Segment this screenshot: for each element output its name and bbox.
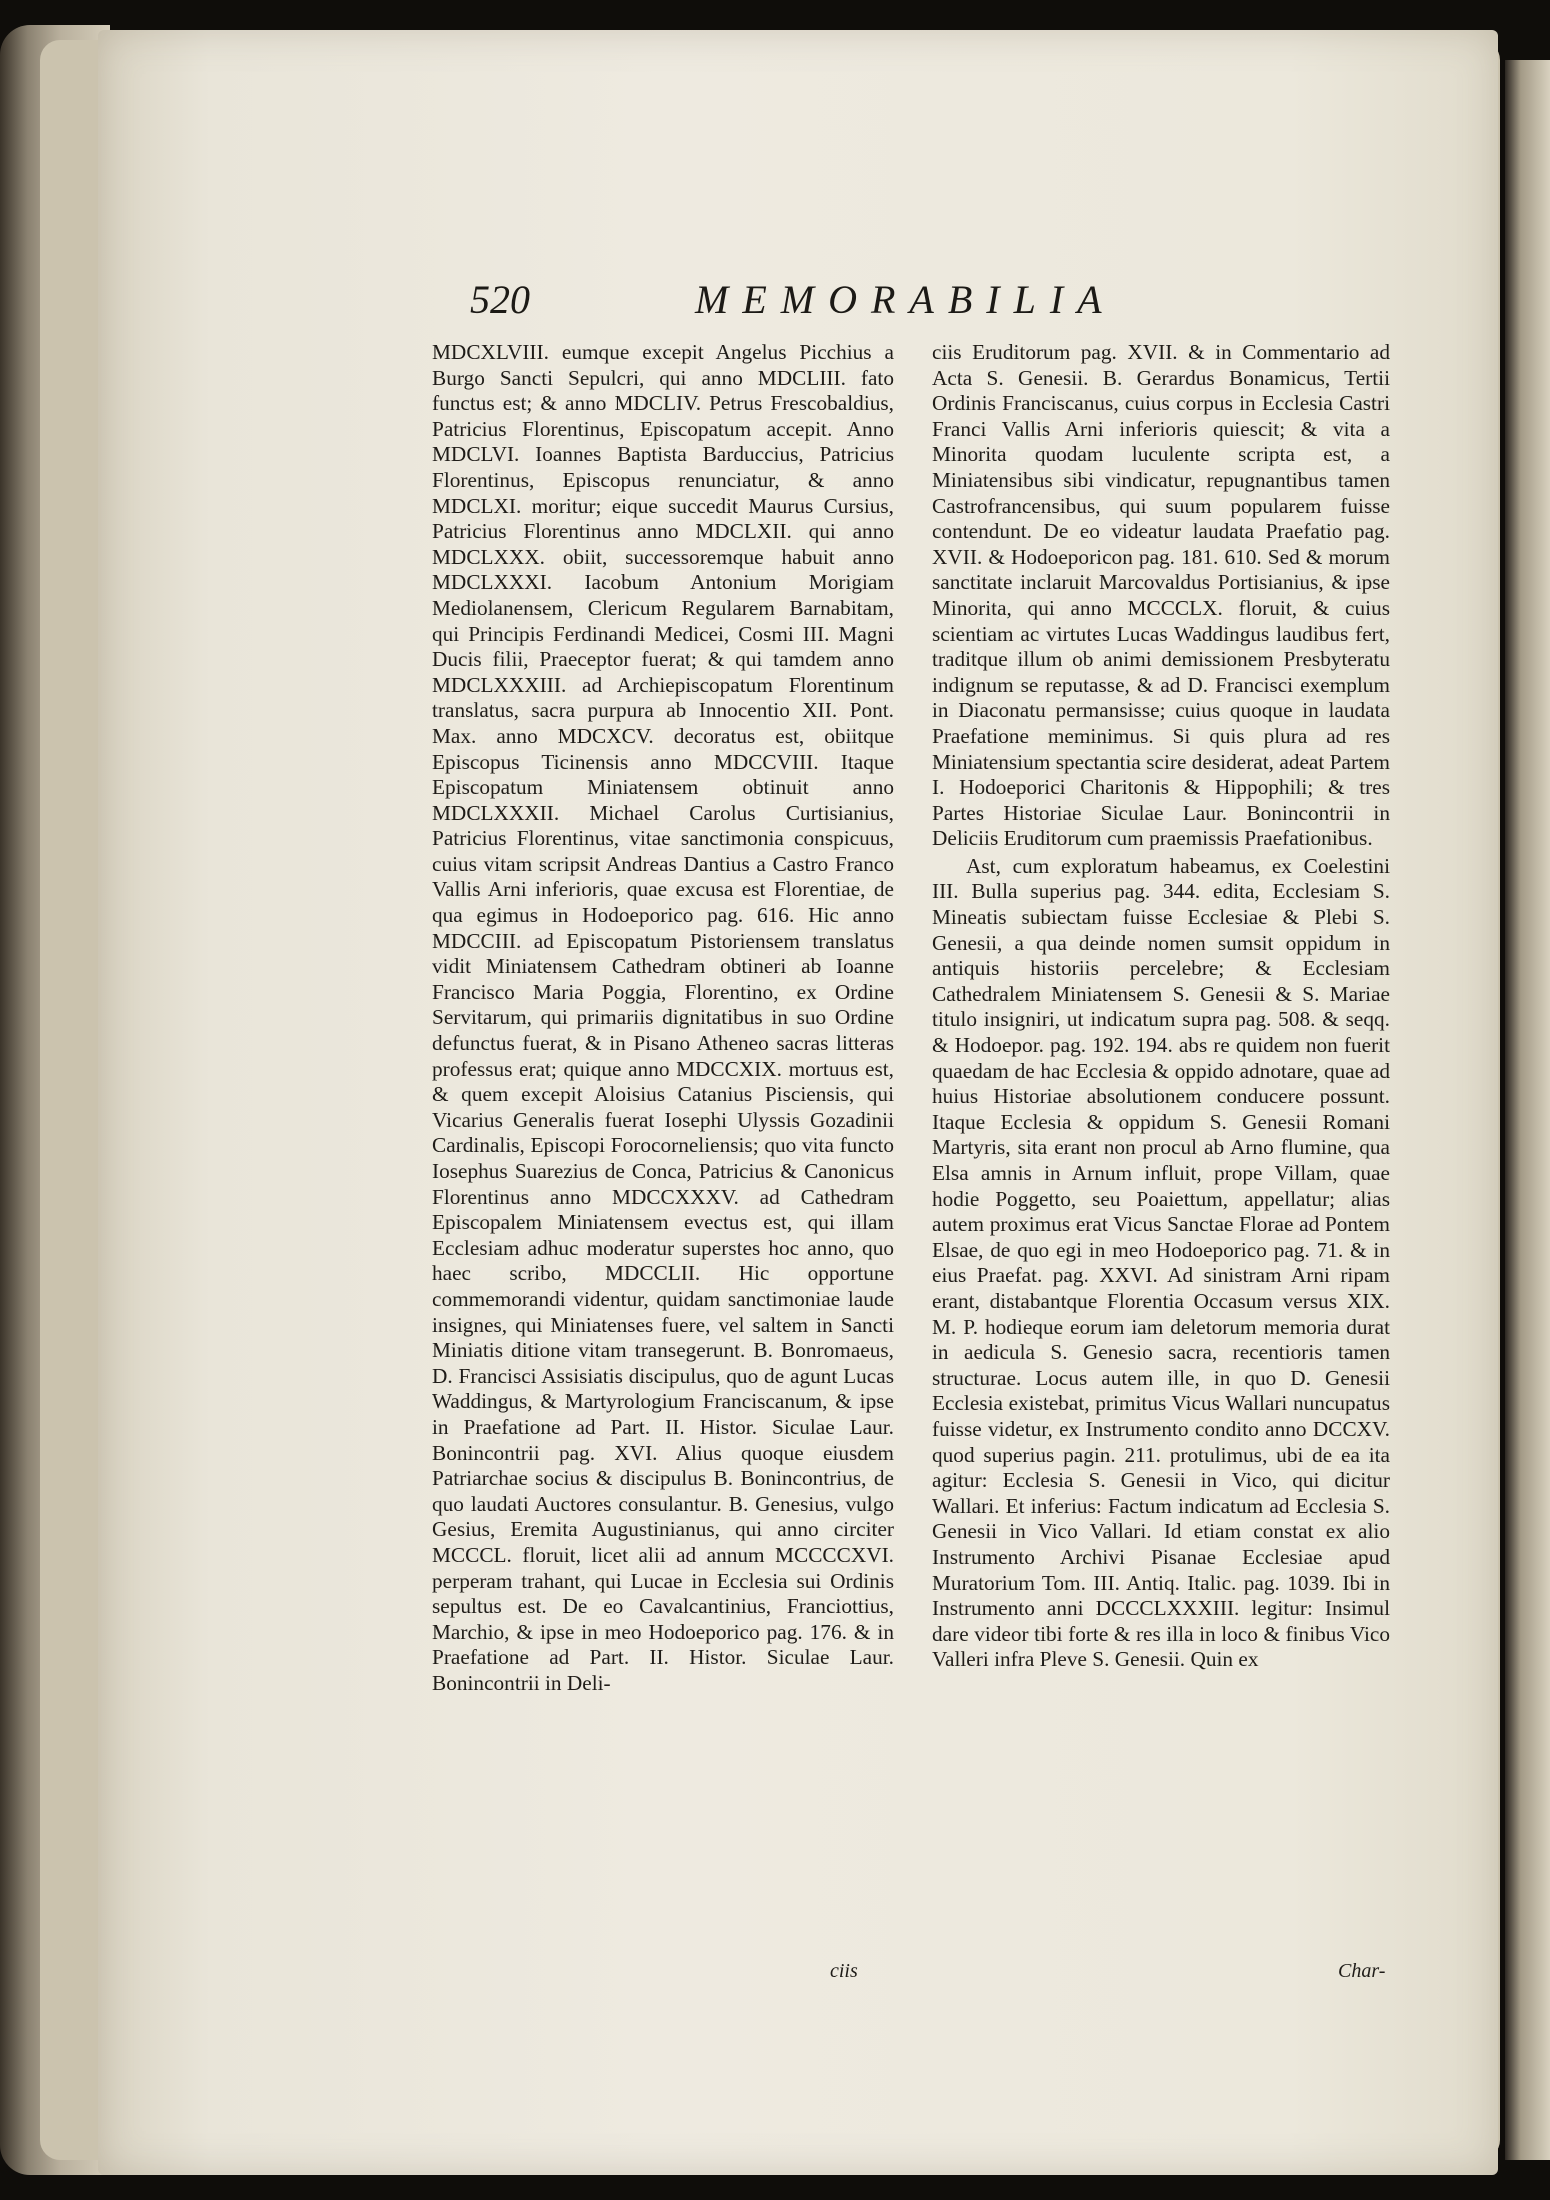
page-number: 520: [470, 277, 530, 322]
left-catchword: ciis: [830, 1960, 858, 1982]
right-column-paragraph-2: Ast, cum exploratum habeamus, ex Coelestini III. Bulla superius pag. 344. edita, Ecclesiam S. Mineatis subiectam fuisse Ecclesiae & Plebi S. Genesii, a qua deinde nomen sumsit oppidum in antiquis historiis percelebre; & Ecclesiam Cathedralem Miniatensem S. Genesii & S. Mariae titulo insigniri, ut indicatum supra pag. 508. & seqq. & Hodoepor. pag. 192. 194. abs re quidem non fuerit quaedam de hac Ecclesia & oppido adnotare, quae ad huius Historiae absolutionem conducere possunt. Itaque Ecclesia & oppidum S. Genesii Romani Martyris, sita erant non procul ab Arno flumine, qua Elsa amnis in Arnum influit, prope Villam, quae hodie Poggetto, seu Poaiettum, appellatur; alias autem proximus erat Vicus Sanctae Florae ad Pontem Elsae, de quo egi in meo Hodoeporico pag. 71. & in eius Praefat. pag. XXVI. Ad sinistram Arni ripam erant, distabantque Florentia Occasum versus XIX. M. P. hodieque eorum iam deletorum memoria durat in aedicula S. Genesio sacra, recentioris tamen structurae. Locus autem ille, in quo D. Genesii Ecclesia existebat, primitus Vicus Wallari nuncupatus fuisse videtur, ex Instrumento condito anno DCCXV. quod superius pagin. 211. protulimus, ubi de ea ita agitur: Ecclesia S. Genesii in Vico, qui dicitur Wallari. Et inferius: Factum indicatum ad Ecclesia S. Genesii in Vico Vallari. Id etiam constat ex alio Instrumento Archivi Pisanae Ecclesiae apud Muratorium Tom. III. Antiq. Italic. pag. 1039. Ibi in Instrumento anni DCCCLXXXIII. legitur: Insimul dare videor tibi forte & res illa in loco & finibus Vico Valleri infra Pleve S. Genesii. Quin ex: [932, 853, 1390, 1672]
right-catchword: Char-: [1338, 1960, 1386, 1982]
running-title: MEMORABILIA: [695, 277, 1116, 322]
left-column: [432, 340, 894, 1696]
right-column-paragraph-1: ciis Eruditorum pag. XVII. & in Commentario ad Acta S. Genesii. B. Gerardus Bonamicus, Tertii Ordinis Franciscanus, cuius corpus in Ecclesia Castri Franci Vallis Arni inferioris quiescit; & vita a Minorita quodam luculente scripta est, a Miniatensibus sibi vindicatur, repugnantibus tamen Castrofrancensibus, qui suum popularem fuisse contendunt. De eo videatur laudata Praefatio pag. XVII. & Hodoeporicon pag. 181. 610. Sed & morum sanctitate inclaruit Marcovaldus Portisianius, & ipse Minorita, qui anno MCCCLX. floruit, & cuius scientiam ac virtutes Lucas Waddingus laudibus fert, traditque illum ob animi demissionem Presbyteratu indignum se reputasse, & ad D. Francisci exemplum in Diaconatu permansisse; cuius quoque in laudata Praefatione meminimus. Si quis plura ad res Miniatensium spectantia scire desiderat, adeat Partem I. Hodoeporici Charitonis & Hippophili; & tres Partes Historiae Siculae Laur. Bonincontrii in Deliciis Eruditorum cum praemissis Praefationibus.: [932, 340, 1390, 851]
right-column: [932, 340, 1390, 1673]
facing-page-edge: [1505, 60, 1550, 2160]
left-column-text: MDCXLVIII. eumque excepit Angelus Picchius a Burgo Sancti Sepulcri, qui anno MDCLIII. fato functus est; & anno MDCLIV. Petrus Frescobaldius, Patricius Florentinus, Episcopatum accepit. Anno MDCLVI. Ioannes Baptista Barduccius, Patricius Florentinus, Episcopus renunciatur, & anno MDCLXI. moritur; eique succedit Maurus Cursius, Patricius Florentinus anno MDCLXII. qui anno MDCLXXX. obiit, successoremque habuit anno MDCLXXXI. Iacobum Antonium Morigiam Mediolanensem, Clericum Regularem Barnabitam, qui Principis Ferdinandi Medicei, Cosmi III. Magni Ducis filii, Praeceptor fuerat; & qui tamdem anno MDCLXXXIII. ad Archiepiscopatum Florentinum translatus, sacra purpura ab Innocentio XII. Pont. Max. anno MDCXCV. decoratus est, obiitque Episcopus Ticinensis anno MDCCVIII. Itaque Episcopatum Miniatensem obtinuit anno MDCLXXXII. Michael Carolus Curtisianius, Patricius Florentinus, vitae sanctimonia conspicuus, cuius vitam scripsit Andreas Dantius a Castro Franco Vallis Arni inferioris, quae excusa est Florentiae, de qua egimus in Hodoeporico pag. 616. Hic anno MDCCIII. ad Episcopatum Pistoriensem translatus vidit Miniatensem Cathedram obtineri ab Ioanne Francisco Maria Poggia, Florentino, ex Ordine Servitarum, qui primariis dignitatibus in suo Ordine defunctus fuerat, & in Pisano Atheneo sacras litteras professus erat; quique anno MDCCXIX. mortuus est, & quem excepit Aloisius Catanius Pisciensis, qui Vicarius Generalis fuerat Iosephi Ulyssis Gozadinii Cardinalis, Episcopi Forocorneliensis; quo vita functo Iosephus Suarezius de Conca, Patricius & Canonicus Florentinus anno MDCCXXXV. ad Cathedram Episcopalem Miniatensem evectus est, qui illam Ecclesiam adhuc moderatur superstes hoc anno, quo haec scribo, MDCCLII. Hic opportune commemorandi videntur, quidam sanctimoniae laude insignes, qui Miniatenses fuere, vel saltem in Sancti Miniatis ditione vitam transegerunt. B. Bonromaeus, D. Francisci Assisiatis discipulus, quo de agunt Lucas Waddingus, & Martyrologium Franciscanum, & ipse in Praefatione ad Part. II. Histor. Siculae Laur. Bonincontrii pag. XVI. Alius quoque eiusdem Patriarchae socius & discipulus B. Bonincontrius, de quo laudati Auctores consulantur. B. Genesius, vulgo Gesius, Eremita Augustinianus, qui anno circiter MCCCL. floruit, licet alii ad annum MCCCCXVI. perperam trahant, qui Lucae in Ecclesia sui Ordinis sepultus est. De eo Cavalcantinius, Franciottius, Marchio, & ipse in meo Hodoeporico pag. 176. & in Praefatione ad Part. II. Histor. Siculae Laur. Bonincontrii in Deli-: [432, 340, 894, 1695]
running-head: [470, 276, 1390, 326]
